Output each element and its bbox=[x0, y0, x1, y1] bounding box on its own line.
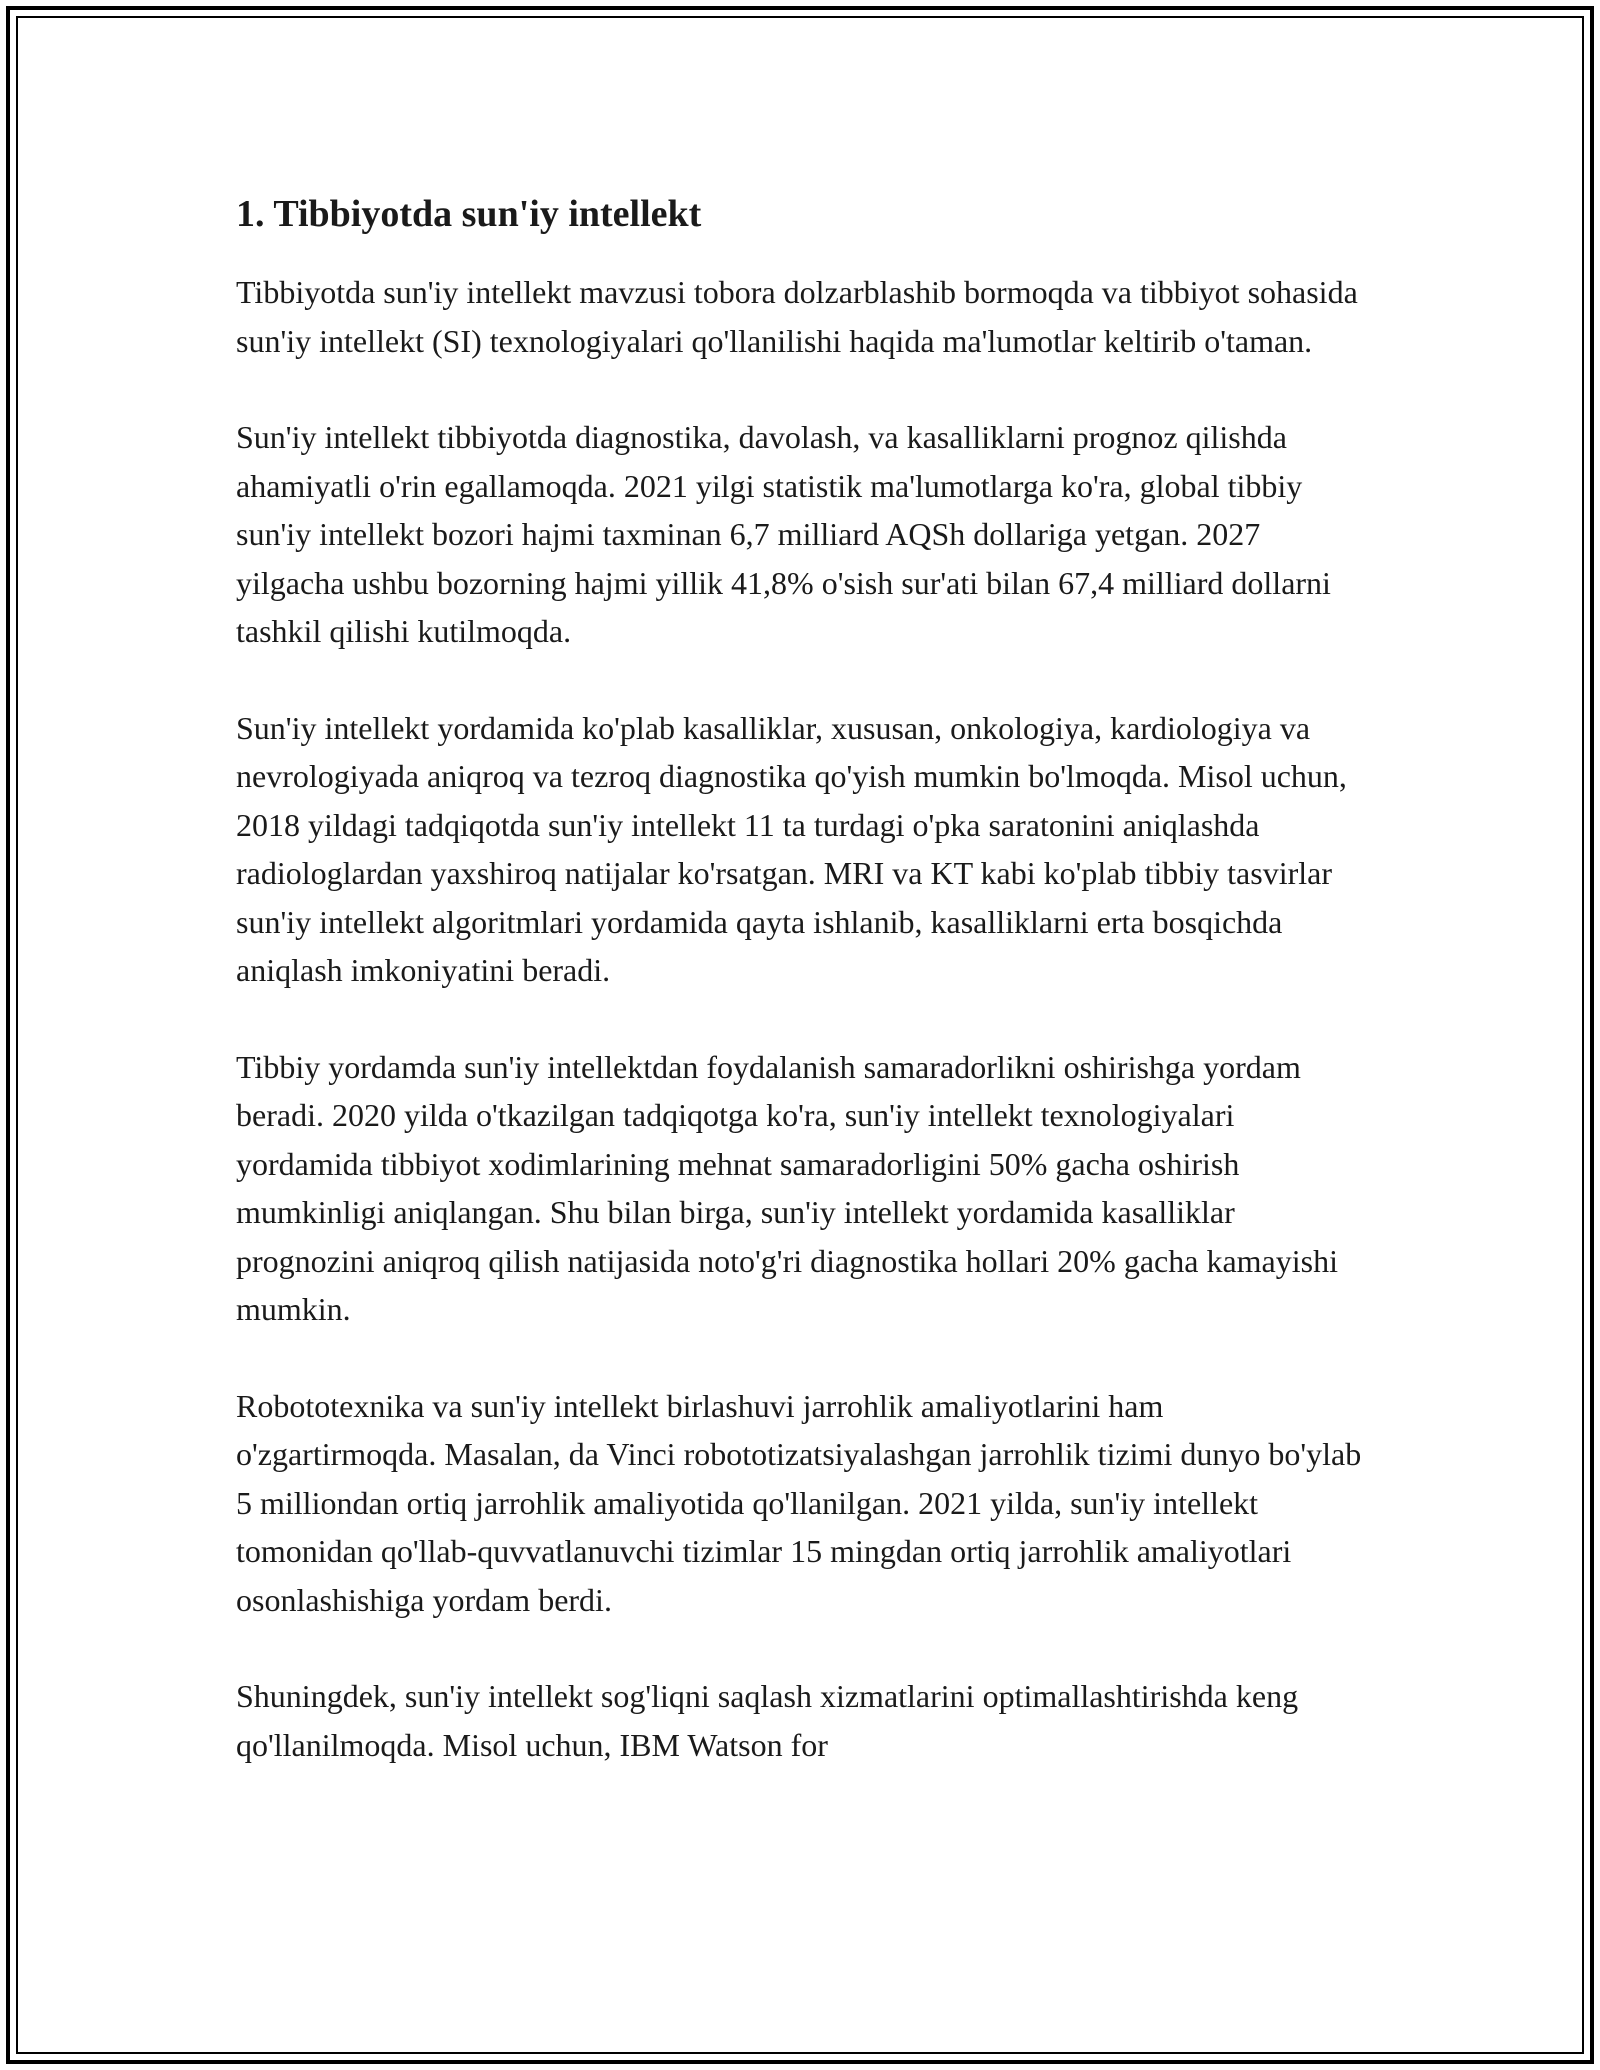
paragraph-market-size: Sun'iy intellekt tibbiyotda diagnostika, davolash, va kasalliklarni prognoz qilishda ahamiyatli o'rin egallamoqda. 2021 yilgi statistik ma'lumotlarga ko'ra, global tibbiy sun'iy intellekt bozori hajmi taxminan 6,7 milliard AQSh dollariga yetgan. 2027 yilgacha ushbu bozorning hajmi yillik 41,8% o'sish sur'ati bilan 67,4 milliard dollarni tashkil qilishi kutilmoqda. bbox=[236, 419, 1331, 649]
document-body bbox=[236, 190, 1366, 1817]
paragraph-efficiency: Tibbiy yordamda sun'iy intellektdan foydalanish samaradorlikni oshirishga yordam beradi. 2020 yilda o'tkazilgan tadqiqotga ko'ra, sun'iy intellekt texnologiyalari yordamida tibbiyot xodimlarining mehnat samaradorligini 50% gacha oshirish mumkinligi aniqlangan. Shu bilan birga, sun'iy intellekt yordamida kasalliklar prognozini aniqroq qilish natijasida noto'g'ri diagnostika hollari 20% gacha kamayishi mumkin. bbox=[236, 1048, 1338, 1327]
paragraph-intro: Tibbiyotda sun'iy intellekt mavzusi tobora dolzarblashib bormoqda va tibbiyot sohasida sun'iy intellekt (SI) texnologiyalari qo'llanilishi haqida ma'lumotlar keltirib o'taman. bbox=[236, 274, 1358, 359]
paragraph-robotics: Robototexnika va sun'iy intellekt birlashuvi jarrohlik amaliyotlarini ham o'zgartirmoqda. Masalan, da Vinci robototizatsiyalashgan jarrohlik tizimi dunyo bo'ylab 5 milliondan ortiq jarrohlik amaliyotida qo'llanilgan. 2021 yilda, sun'iy intellekt tomonidan qo'llab-quvvatlanuvchi tizimlar 15 mingdan ortiq jarrohlik amaliyotlari osonlashishiga yordam berdi. bbox=[236, 1387, 1362, 1618]
paragraph-services: Shuningdek, sun'iy intellekt sog'liqni saqlash xizmatlarini optimallashtirishda keng qo'llanilmoqda. Misol uchun, IBM Watson for bbox=[236, 1678, 1299, 1763]
section-heading: 1. Tibbiyotda sun'iy intellekt bbox=[236, 193, 702, 235]
paragraph-diagnostics: Sun'iy intellekt yordamida ko'plab kasalliklar, xususan, onkologiya, kardiologiya va nevrologiyada aniqroq va tezroq diagnostika qo'yish mumkin bo'lmoqda. Misol uchun, 2018 yildagi tadqiqotda sun'iy intellekt 11 ta turdagi o'pka saratonini aniqlashda radiologlardan yaxshiroq natijalar ko'rsatgan. MRI va KT kabi ko'plab tibbiy tasvirlar sun'iy intellekt algoritmlari yordamida qayta ishlanib, kasalliklarni erta bosqichda aniqlash imkoniyatini beradi. bbox=[236, 709, 1347, 988]
